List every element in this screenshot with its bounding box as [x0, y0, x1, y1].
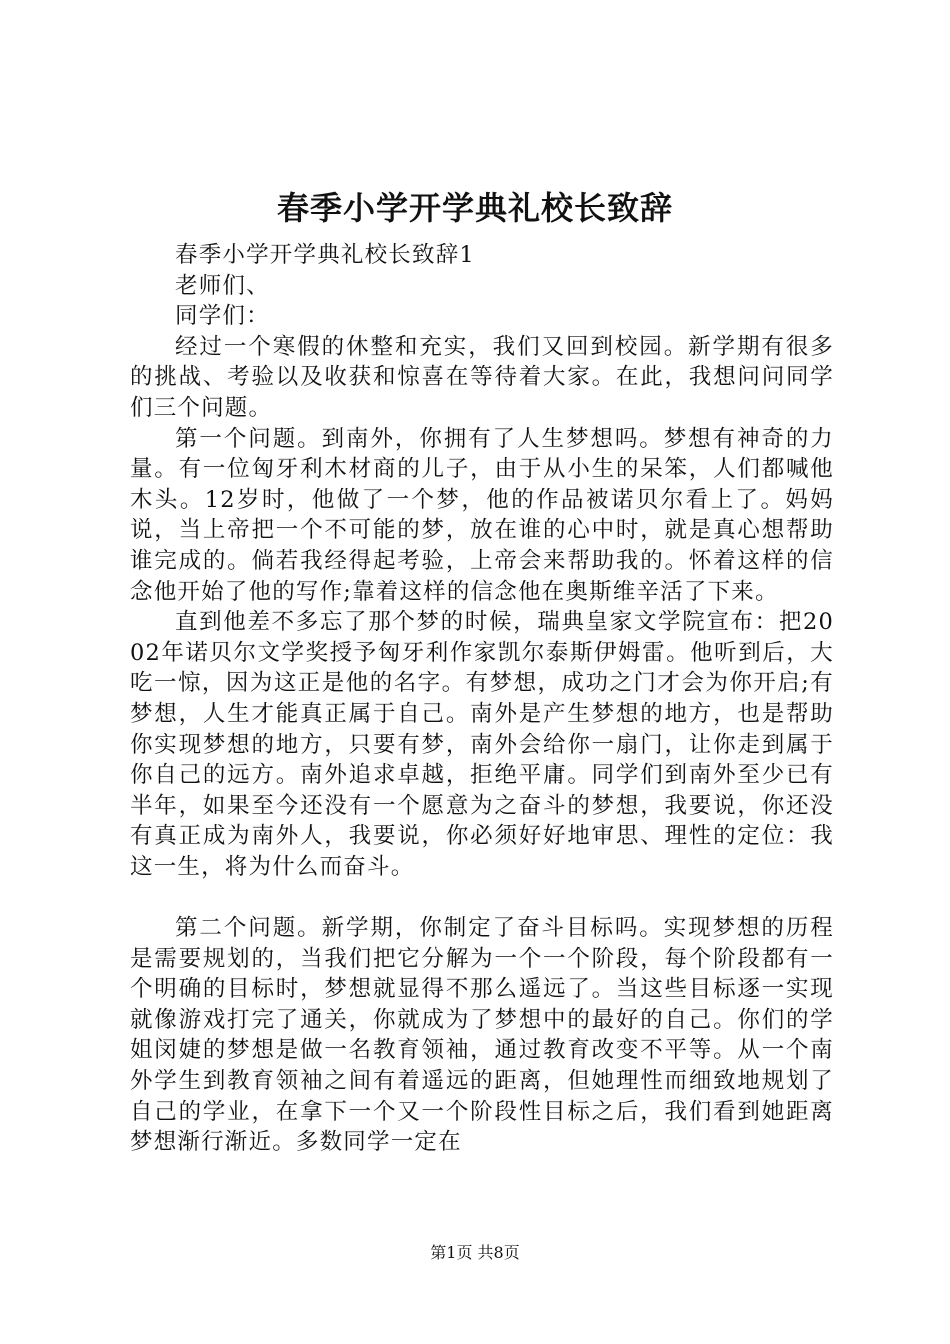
- intro-paragraph: 经过一个寒假的休整和充实，我们又回到校园。新学期有很多的挑战、考验以及收获和惊喜在等待着大家。在此，我想问问同学们三个问题。: [130, 333, 834, 421]
- salutation-students: 同学们：: [175, 303, 270, 330]
- question-two-paragraph: 第二个问题。新学期，你制定了奋斗目标吗。实现梦想的历程是需要规划的，当我们把它分解为一个一个阶段，每个阶段都有一个明确的目标时，梦想就显得不那么遥远了。当这些目标逐一实现就像游戏打完了通关，你就成为了梦想中的最好的自己。你们的学姐闵婕的梦想是做一名教育领袖，通过教育改变不平等。从一个南外学生到教育领袖之间有着遥远的距离，但她理性而细致地规划了自己的学业，在拿下一个又一个阶段性目标之后，我们看到她距离梦想渐行渐近。多数同学一定在: [130, 915, 834, 1156]
- nobel-story-paragraph: 直到他差不多忘了那个梦的时候，瑞典皇家文学院宣布：把2002年诺贝尔文学奖授予匈牙利作家凯尔泰斯伊姆雷。他听到后，大吃一惊，因为这正是他的名字。有梦想，成功之门才会为你开启;有梦想，人生才能真正属于自己。南外是产生梦想的地方，也是帮助你实现梦想的地方，只要有梦，南外会给你一扇门，让你走到属于你自己的远方。南外追求卓越，拒绝平庸。同学们到南外至少已有半年，如果至今还没有一个愿意为之奋斗的梦想，我要说，你还没有真正成为南外人，我要说，你必须好好地审思、理性的定位：我这一生，将为什么而奋斗。: [130, 609, 834, 880]
- question-one-paragraph: 第一个问题。到南外，你拥有了人生梦想吗。梦想有神奇的力量。有一位匈牙利木材商的儿子，由于从小生的呆笨，人们都喊他木头。12岁时，他做了一个梦，他的作品被诺贝尔看上了。妈妈说，当上帝把一个不可能的梦，放在谁的心中时，就是真心想帮助谁完成的。倘若我经得起考验，上帝会来帮助我的。怀着这样的信念他开始了他的写作;靠着这样的信念他在奥斯维辛活了下来。: [130, 425, 834, 605]
- page-number-footer: 第1页 共8页: [430, 1243, 520, 1262]
- salutation-teachers: 老师们、: [175, 272, 270, 299]
- paragraph-spacer: [130, 882, 834, 913]
- subtitle-paragraph: 春季小学开学典礼校长致辞1: [175, 242, 475, 268]
- document-title: 春季小学开学典礼校长致辞: [276, 189, 673, 227]
- document-body: [130, 240, 834, 1158]
